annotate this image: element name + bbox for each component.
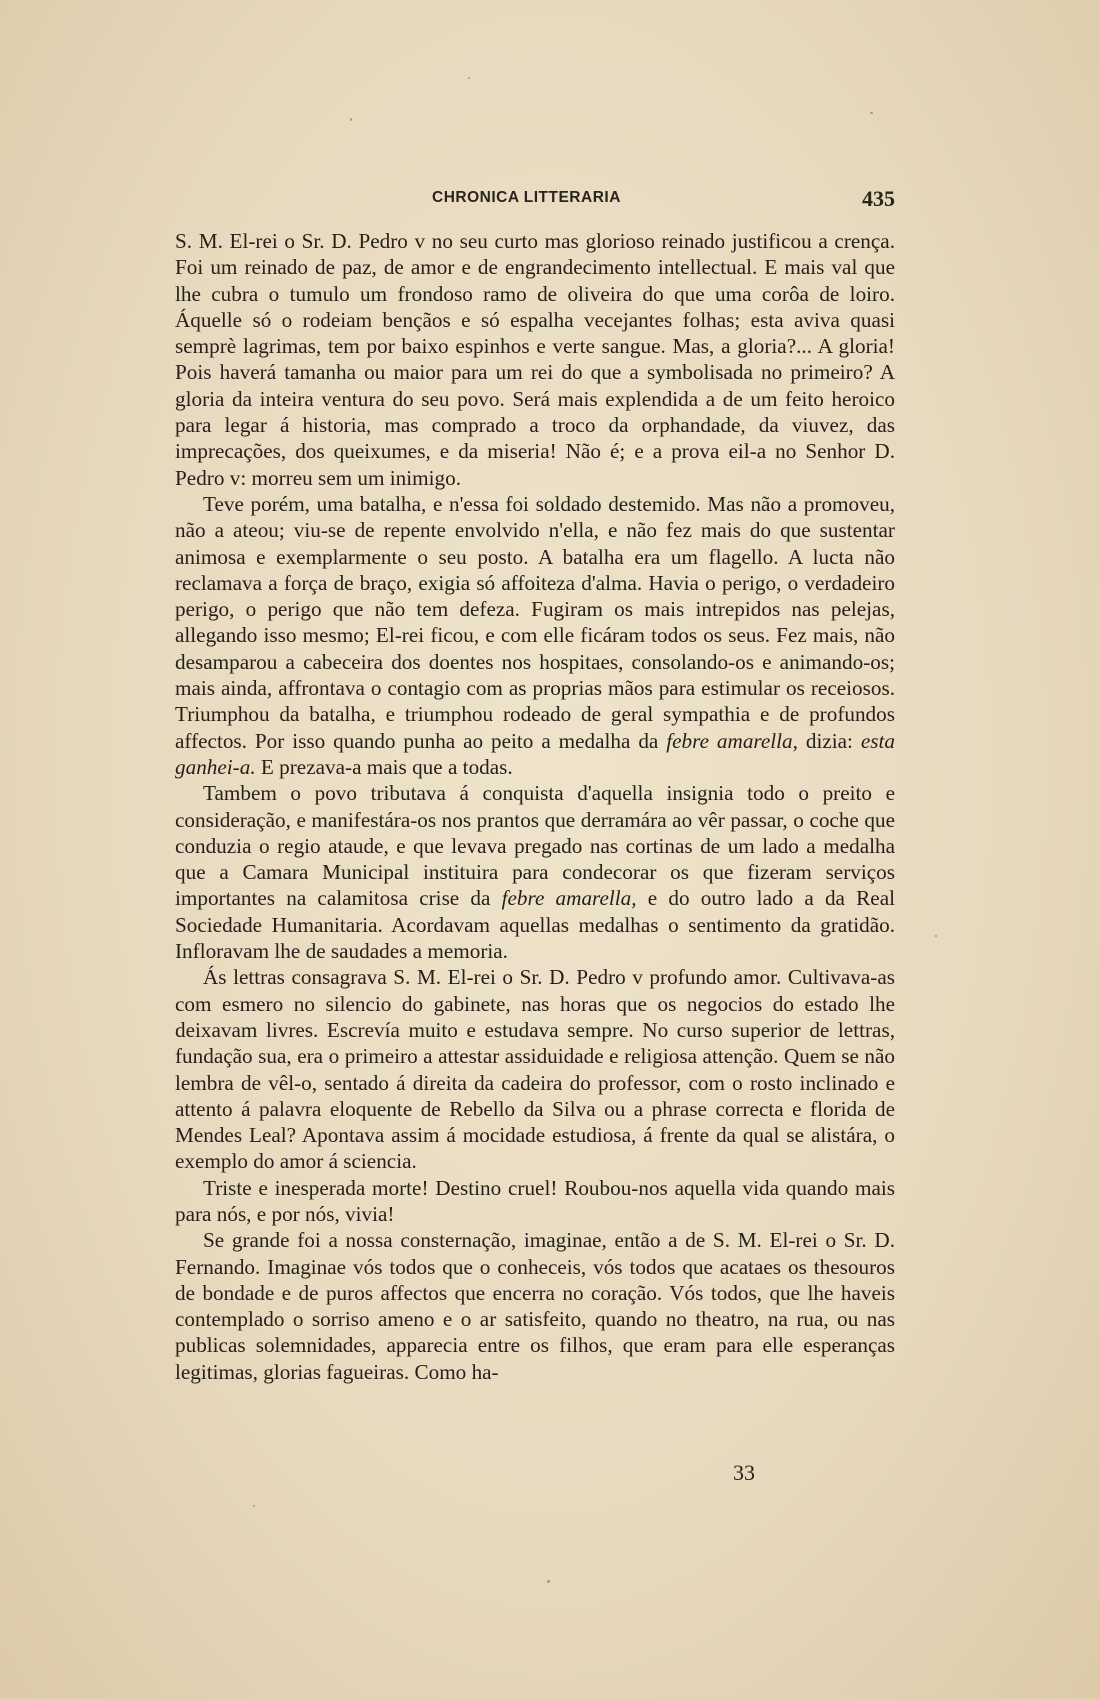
page-header [175,186,895,216]
paragraph [175,1175,895,1228]
paragraph [175,780,895,964]
paragraph [175,491,895,780]
article-body [175,228,895,1385]
italic-phrase: febre amarella, [666,728,798,753]
running-title: CHRONICA LITTERARIA [432,189,621,206]
paper-speck [350,118,352,121]
page-number: 435 [862,186,895,211]
paper-speck [870,112,873,114]
text-run: S. M. El-rei o Sr. D. Pedro v no seu curto mas glorioso reinado justificou a crença. Foi um reinado de paz, de amor e de engrandecimento intellectual. E mais val que lhe cubra o tumulo um frondoso ramo de oliveira do que uma corôa de loiro. Áquelle só o rodeiam bençãos e só espalha vecejantes folhas; esta aviva quasi semprè lagrimas, tem por baixo espinhos e verte sangue. Mas, a gloria?... A gloria! Pois haverá tamanha ou maior para um rei do que a symbolisada no primeiro? A gloria da inteira ventura do seu povo. Será mais explendida a de um feito heroico para legar á historia, mas comprado a troco da orphandade, da viuvez, das imprecações, dos queixumes, e da miseria! Não é; e a prova eil-a no Senhor D. Pedro v: morreu sem um inimigo. [175,229,895,490]
text-run: dizia: [797,728,861,753]
paragraph [175,1227,895,1385]
paper-speck [547,1580,550,1583]
text-run: Tambem o povo tributava á conquista d'aquella insignia todo o preito e consideração, e manifestára-os nos prantos que derramára ao vêr passar, o coche que conduzia o regio ataude, e que levava pregado nas cortinas de um lado a medalha que a Camara Municipal instituira para condecorar os que fizeram serviços importantes na calamitosa crise da [175,781,895,911]
text-run: Ás lettras consagrava S. M. El-rei o Sr. D. Pedro v profundo amor. Cultivava-as com esmero no silencio do gabinete, nas horas que os negocios do estado lhe deixavam livres. Escrevía muito e estudava sempre. No curso superior de lettras, fundação sua, era o primeiro a attestar assiduidade e religiosa attenção. Quem se não lembra de vêl-o, sentado á direita da cadeira do professor, com o rosto inclinado e attento á palavra eloquente de Rebello da Silva ou a phrase correcta e florida de Mendes Leal? Apontava assim á mocidade estudiosa, á frente da qual se alistára, o exemplo do amor á sciencia. [175,965,895,1174]
text-run: Triste e inesperada morte! Destino cruel! Roubou-nos aquella vida quando mais para nós, e por nós, vivia! [175,1175,895,1226]
text-run: Teve porém, uma batalha, e n'essa foi soldado destemido. Mas não a promoveu, não a ateou; viu-se de repente envolvido n'ella, e não fez mais do que sustentar animosa e exemplarmente o seu posto. A batalha era um flagello. A lucta não reclamava a força de braço, exigia só affoiteza d'alma. Havia o perigo, o verdadeiro perigo, o perigo que não tem defeza. Fugiram os mais intrepidos nas pelejas, allegando isso mesmo; El-rei ficou, e com elle ficáram todos os seus. Fez mais, não desamparou a cabeceira dos doentes nos hospitaes, consolando-os e animando-os; mais ainda, affrontava o contagio com as proprias mãos para estimular os receiosos. Triumphou da batalha, e triumphou rodeado de geral sympathia e de profundos affectos. Por isso quando punha ao peito a medalha da [175,491,895,753]
paragraph [175,964,895,1174]
printer-signature-mark: 33 [733,1460,755,1485]
text-run: E prezava-a mais que a todas. [255,754,513,779]
paragraph [175,228,895,491]
italic-phrase: esta ganhei-a. [175,728,895,779]
paper-speck [935,935,937,937]
italic-phrase: febre amarella, [501,886,637,911]
text-run: e do outro lado a da Real Sociedade Humanitaria. Acordavam aquellas medalhas o sentimento da gratidão. Infloravam lhe de saudades a memoria. [175,886,895,964]
paper-speck [253,1505,255,1507]
text-run: Se grande foi a nossa consternação, imaginae, então a de S. M. El-rei o Sr. D. Fernando. Imaginae vós todos que o conheceis, vós todos que acataes os thesouros de bondade e de puros affectos que encerra no coração. Vós todos, que lhe haveis contemplado o sorriso ameno e o ar satisfeito, quando no theatro, na rua, ou nas publicas solemnidades, apparecia entre os filhos, que eram para elle esperanças legitimas, glorias fagueiras. Como ha- [175,1228,895,1384]
paper-speck [468,77,470,79]
